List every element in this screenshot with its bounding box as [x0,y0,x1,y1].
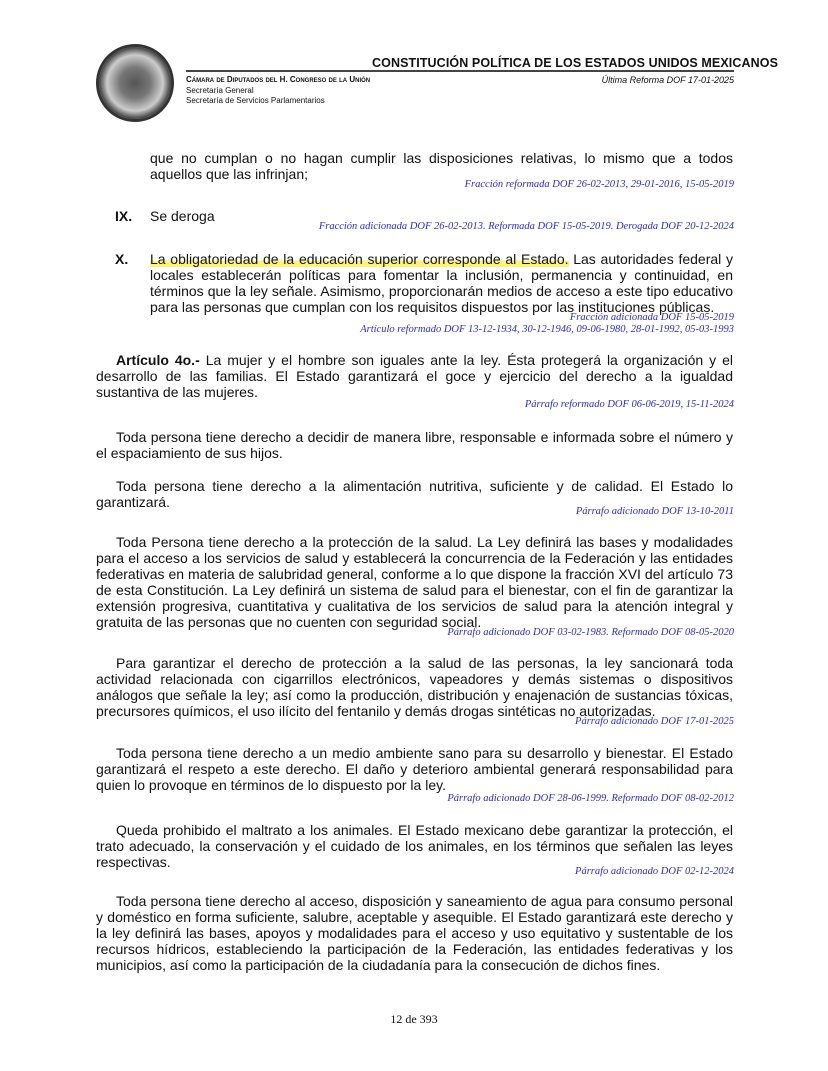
paragraph: Toda Persona tiene derecho a la protección de la salud. La Ley definirá las bases y modalidades para el acceso a los servicios de salud y establecerá la concurrencia de la Federación y las entidades federativas en materia de salubridad general, conforme a lo que dispone la fracción XVI del artículo 73 de esta Constitución. La Ley definirá un sistema de salud para el bienestar, con el fin de garantizar la extensión progresiva, cuantitativa y cualitativa de los servicios de salud para la atención integral y gratuita de las personas que no cuenten con seguridad social. [96,534,733,630]
page-number: 12 de 393 [390,1012,438,1026]
paragraph-text: La mujer y el hombre son iguales ante la ley. Ésta protegerá la organización y el desarrollo de las familias. El Estado garantizará el goce y ejercicio del derecho a la igualdad sustantiva de las mujeres. [96,352,733,400]
amendment-note: Artículo reformado DOF 13-12-1934, 30-12-1946, 09-06-1980, 28-01-1992, 05-03-1993 [360,324,734,335]
amendment-note: Fracción reformada DOF 26-02-2013, 29-01-2016, 15-05-2019 [464,179,734,190]
national-seal-logo [96,44,174,122]
article-label: Artículo 4o.- [116,352,200,368]
secretaria-general: Secretaría General [186,86,254,95]
paragraph: Toda persona tiene derecho a un medio ambiente sano para su desarrollo y bienestar. El Estado garantizará el respeto a este derecho. El daño y deterioro ambiental generará responsabilidad para quien lo provoque en términos de lo dispuesto por la ley. [96,745,733,793]
header-rule [186,70,734,72]
highlighted-text: La obligatoriedad de la educación superior corresponde al Estado. [150,251,569,267]
institution-name: Cámara de Diputados del H. Congreso de la Unión [186,75,371,84]
paragraph: Toda persona tiene derecho a la alimentación nutritiva, suficiente y de calidad. El Estado lo garantizará. [96,478,733,510]
fraction-number: IX. [115,208,133,224]
paragraph-text: Las autoridades federal y locales establecerán políticas para fomentar la inclusión, permanencia y continuidad, en términos que la ley señale. Asimismo, proporcionarán medios de acceso a este tipo educativo para las personas que cumplan con los requisitos dispuestos por las instituciones públicas. [150,251,733,315]
amendment-note: Párrafo adicionado DOF 03-02-1983. Reformado DOF 08-05-2020 [447,627,734,638]
fraction-number: X. [115,251,129,267]
paragraph: Toda persona tiene derecho al acceso, disposición y saneamiento de agua para consumo personal y doméstico en forma suficiente, salubre, aceptable y asequible. El Estado garantizará este derecho y la ley definirá las bases, apoyos y modalidades para el acceso y uso equitativo y sustentable de los recursos hídricos, estableciendo la participación de la Federación, las entidades federativas y los municipios, así como la participación de la ciudadanía para la consecución de dichos fines. [96,893,733,973]
amendment-note: Párrafo adicionado DOF 28-06-1999. Reformado DOF 08-02-2012 [447,793,734,804]
paragraph: Se deroga [150,208,215,224]
article-4-paragraph [96,352,733,400]
amendment-note: Párrafo reformado DOF 06-06-2019, 15-11-2024 [524,399,734,410]
secretaria-servicios: Secretaría de Servicios Parlamentarios [186,96,325,105]
paragraph: que no cumplan o no hagan cumplir las disposiciones relativas, lo mismo que a todos aquellos que las infrinjan; [150,150,733,182]
amendment-note: Párrafo adicionado DOF 02-12-2024 [575,866,734,877]
last-reform-date: Última Reforma DOF 17-01-2025 [601,75,734,85]
document-title: CONSTITUCIÓN POLÍTICA DE LOS ESTADOS UNIDOS MEXICANOS [372,56,779,70]
amendment-note: Párrafo adicionado DOF 13-10-2011 [575,506,734,517]
paragraph: Queda prohibido el maltrato a los animales. El Estado mexicano debe garantizar la protección, el trato adecuado, la conservación y el cuidado de los animales, en los términos que señalen las leyes respectivas. [96,822,733,870]
paragraph [150,251,733,315]
amendment-note: Fracción adicionada DOF 26-02-2013. Reformada DOF 15-05-2019. Derogada DOF 20-12-2024 [318,221,734,232]
amendment-note: Fracción adicionada DOF 15-05-2019 [569,312,734,323]
paragraph: Toda persona tiene derecho a decidir de manera libre, responsable e informada sobre el número y el espaciamiento de sus hijos. [96,429,733,461]
amendment-note: Párrafo adicionado DOF 17-01-2025 [575,716,734,727]
paragraph: Para garantizar el derecho de protección a la salud de las personas, la ley sancionará toda actividad relacionada con cigarrillos electrónicos, vapeadores y demás sistemas o dispositivos análogos que señale la ley; así como la producción, distribución y enajenación de sustancias tóxicas, precursores químicos, el uso ilícito del fentanilo y demás drogas sintéticas no autorizadas. [96,655,733,719]
